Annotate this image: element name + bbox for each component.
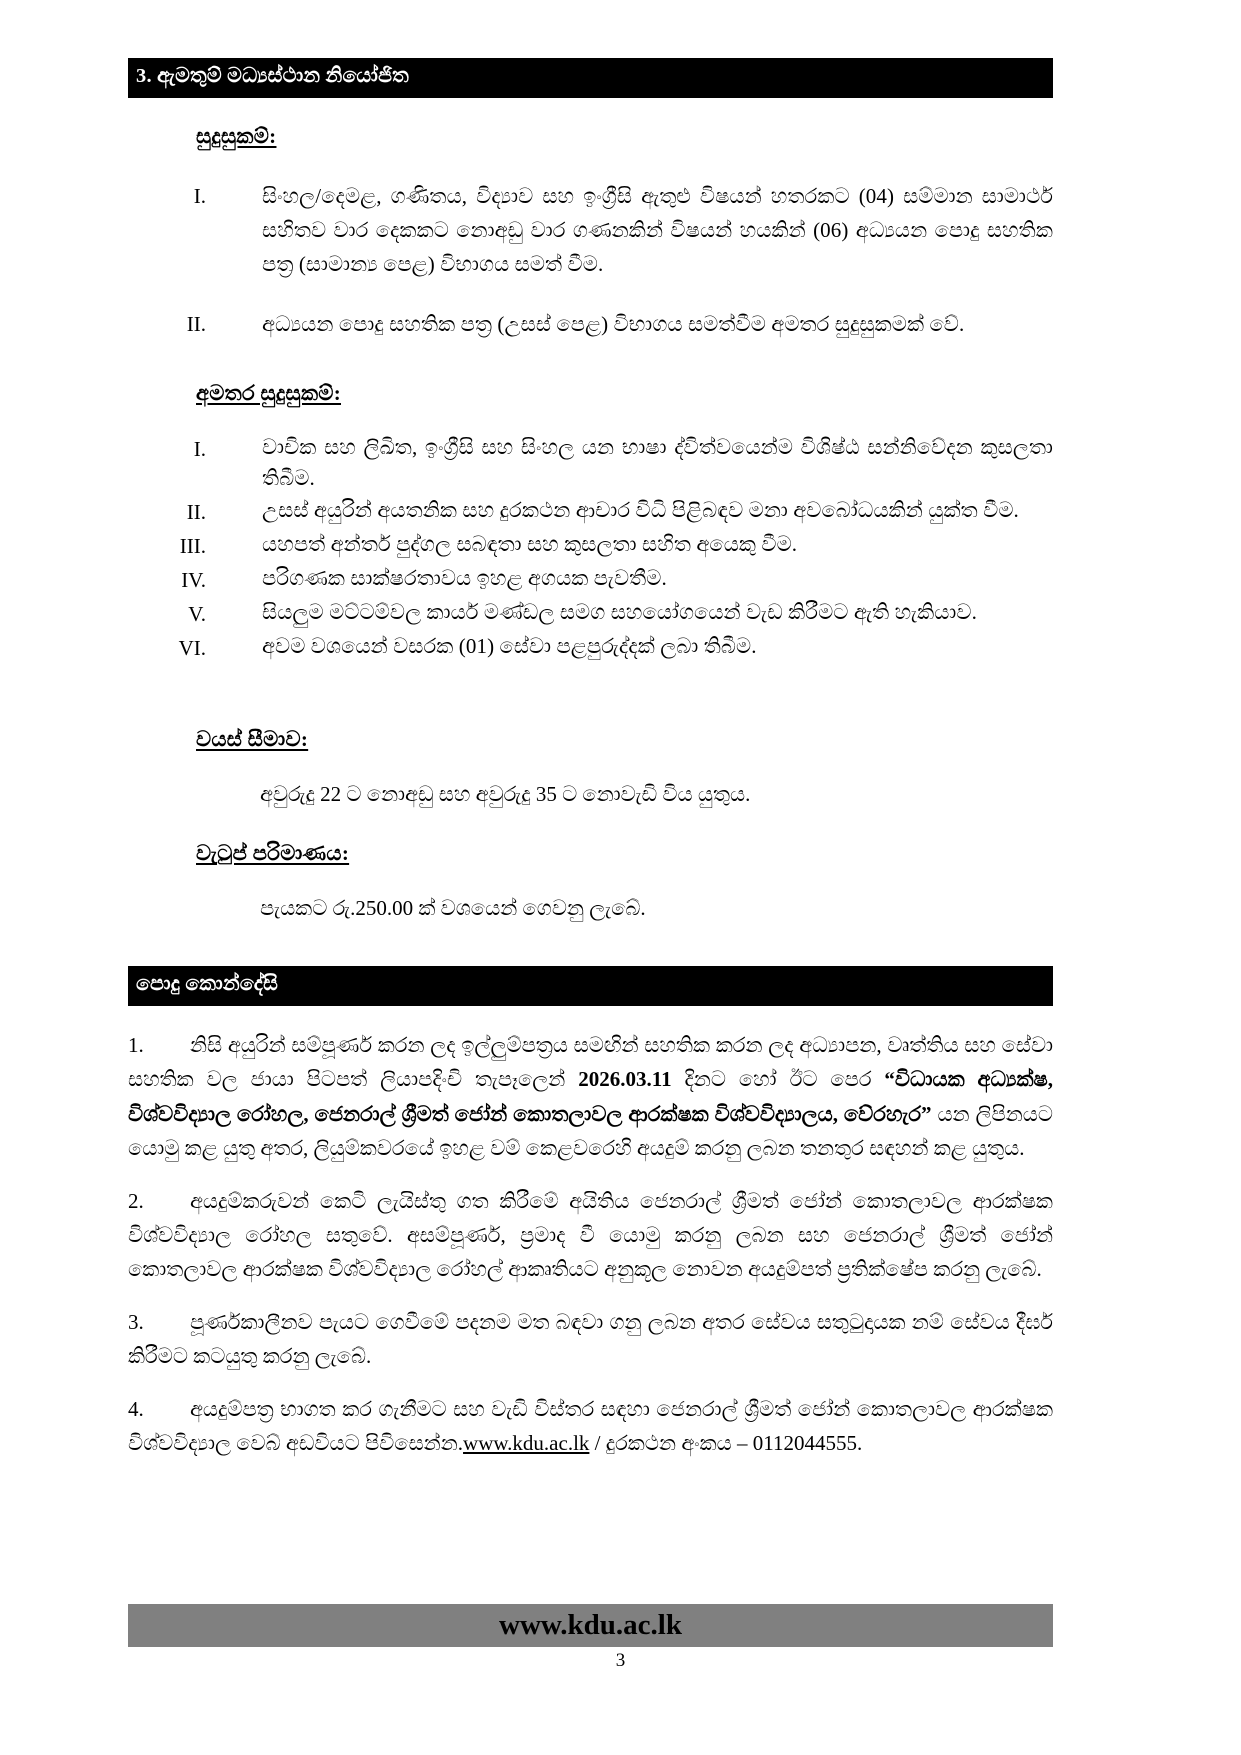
qualifications-heading: සුදුසුකම්: bbox=[196, 123, 277, 148]
condition-text bbox=[128, 1397, 1053, 1455]
qualifications-list bbox=[128, 179, 1053, 281]
condition-text bbox=[128, 1310, 1053, 1368]
body-text: යන ලිපිනයට යොමු කළ යුතු අතර, ලියුම්කවරයේ ඉහළ වම් කෙළවරෙහි අයදුම් කරනු ලබන තනතුර සඳහන් කළ යුතුය. bbox=[128, 1101, 1054, 1161]
body-text: දිනට හෝ ඊට පෙර bbox=[671, 1067, 885, 1092]
spacer bbox=[128, 1374, 1053, 1392]
list-numeral: IV. bbox=[181, 567, 206, 592]
spacer bbox=[128, 341, 1053, 381]
condition-paragraph-1 bbox=[128, 1028, 1053, 1166]
list-item bbox=[128, 179, 1053, 281]
spacer bbox=[128, 281, 1053, 307]
body-text: නිසි අයුරින් සම්පූර්ණ කරන ලද ඉල්ලුම්පත්‍රය සමඟින් සහතික කරන ලද අධ්‍යාපන, වෘත්තිය සහ සේවා සහතික වල ජායා පිටපත් ලියාපදිංචි තැපෑලෙන් bbox=[128, 1032, 1053, 1092]
list-text: උසස් අයුරින් අයතනික සහ දුරකථන ආචාර විධි පිළිබඳව මනා අවබෝධයකින් යුක්ත වීම. bbox=[262, 497, 1019, 522]
list-numeral: VI. bbox=[178, 635, 206, 660]
list-numeral: II. bbox=[186, 311, 206, 336]
list-numeral: II. bbox=[186, 499, 206, 524]
condition-paragraph-3 bbox=[128, 1305, 1053, 1374]
list-text: සිංහල/දෙමළ, ගණිතය, විද්‍යාව සහ ඉංග්‍රීසි ඇතුළු විෂයන් හතරකට (04) සම්මාන සාමාර්ථ සහිතව වාර දෙකකට නොඅඩු වාර ගණනකින් විෂයන් හයකින් (06) අධ්‍යයන පොදු සහතික පත්‍ර (සාමාන්‍ය පෙළ) විභාගය සමත් වීම. bbox=[262, 183, 1053, 276]
spacer bbox=[128, 98, 1053, 124]
list-item bbox=[128, 307, 1053, 341]
body-text: අයදුම්පත්‍ර භාගත කර ගැනීමට සහ වැඩි විස්තර සඳහා ජෙනරාල් ශ්‍රීමත් ජෝන් කොතලාවල ආරක්ෂක විශ්වවිද්‍යාල වෙබ් අඩවියට පිවිසෙන්න. bbox=[128, 1396, 1053, 1456]
footer-website-url[interactable]: www.kdu.ac.lk bbox=[499, 1609, 682, 1641]
spacer bbox=[128, 866, 1053, 892]
page-number: 3 bbox=[615, 1650, 626, 1671]
list-item bbox=[128, 563, 1053, 597]
age-limit-heading: වයස් සීමාව: bbox=[196, 726, 309, 751]
condition-number: 1. bbox=[128, 1032, 144, 1057]
spacer bbox=[128, 1006, 1053, 1028]
spacer bbox=[128, 665, 1053, 705]
body-text: / දුරකථන අංකය – 0112044555. bbox=[589, 1431, 863, 1456]
list-text: වාචික සහ ලිඛිත, ඉංග්‍රීසි සහ සිංහල යන භාෂා ද්විත්වයෙන්ම විශිෂ්ඨ සන්නිවේදන කුසලතා තිබීම. bbox=[262, 434, 1053, 491]
emphasised-text: 2026.03.11 bbox=[578, 1067, 672, 1092]
list-item bbox=[128, 495, 1053, 529]
list-text: පරිගණක සාක්ෂරතාවය ඉහළ අගයක පැවතීම. bbox=[262, 565, 667, 590]
condition-number: 2. bbox=[128, 1188, 144, 1213]
qualifications-list-2 bbox=[128, 307, 1053, 341]
list-numeral: I. bbox=[193, 183, 206, 208]
condition-text bbox=[128, 1189, 1053, 1282]
section-banner-general-conditions: පොදු කොන්දේසි bbox=[128, 966, 1053, 1006]
body-text: අයදුම්කරුවන් කෙටි ලැයිස්තු ගත කිරීමේ අයිතිය ජෙනරාල් ශ්‍රීමත් ජෝන් කොතලාවල ආරක්ෂක විශ්වවිද්‍යාල රෝහල සතුවේ. අසම්පූර්ණ, ප්‍රමාද වී යොමු කරනු ලබන සහ ජෙනරාල් ශ්‍රීමත් ජෝන් කොතලාවල ආරක්ෂක විශ්වවිද්‍යාල රෝහල් ආකෘතියට අනුකූල නොවන අයදුම්පත් ප්‍රතික්ෂේප කරනු ලැබේ. bbox=[128, 1188, 1053, 1282]
list-item bbox=[128, 432, 1053, 495]
list-text: අවම වශයෙන් වසරක (01) සේවා පළපුරුද්දක් ලබා තිබීම. bbox=[262, 633, 757, 658]
list-item bbox=[128, 529, 1053, 563]
condition-number: 3. bbox=[128, 1309, 144, 1334]
emphasised-text: “විධායක අධ්‍යක්ෂ, විශ්වවිද්‍යාල රෝහල, ජෙනරාල් ශ්‍රීමත් ජෝන් කොතලාවල ආරක්ෂක විශ්වවිද්‍යාලය, වේරහැර” bbox=[128, 1067, 1053, 1126]
age-limit-text: අවුරුදු 22 ට නොඅඩු සහ අවුරුදු 35 ට නොවැඩි විය යුතුය. bbox=[260, 781, 751, 806]
spacer bbox=[128, 1166, 1053, 1184]
section-banner-call-centre-agent: 3. ඇමතුම් මධ්‍යස්ථාන නියෝජිත bbox=[128, 58, 1053, 98]
list-numeral: V. bbox=[188, 601, 206, 626]
list-item bbox=[128, 597, 1053, 631]
spacer bbox=[128, 406, 1053, 432]
extra-qualifications-list bbox=[128, 432, 1053, 665]
condition-number: 4. bbox=[128, 1396, 144, 1421]
salary-scale-heading: වැටුප් පරිමාණය: bbox=[196, 841, 350, 866]
spacer bbox=[128, 149, 1053, 179]
spacer bbox=[128, 811, 1053, 841]
salary-scale-text: පැයකට රු.250.00 ක් වශයෙන් ගෙවනු ලැබේ. bbox=[260, 896, 646, 921]
list-text: අධ්‍යයන පොදු සහතික පත්‍ර (උසස් පෙළ) විභාගය සමත්වීම අමතර සුදුසුකමක් වේ. bbox=[262, 311, 965, 336]
spacer bbox=[128, 752, 1053, 778]
spacer bbox=[128, 705, 1053, 727]
page-content bbox=[128, 58, 1053, 1461]
list-numeral: III. bbox=[179, 533, 206, 558]
website-link[interactable]: www.kdu.ac.lk bbox=[463, 1431, 590, 1456]
list-item bbox=[128, 631, 1053, 665]
list-numeral: I. bbox=[193, 436, 206, 461]
spacer bbox=[128, 926, 1053, 966]
list-text: සියලුම මට්ටම්වල කාර්ය මණ්ඩල සමග සහයෝගයෙන් වැඩ කිරීමට ඇති හැකියාව. bbox=[262, 599, 977, 624]
list-text: යහපත් අන්තර් පුද්ගල සබඳතා සහ කුසලතා සහිත අයෙකු වීම. bbox=[262, 531, 798, 556]
condition-paragraph-2 bbox=[128, 1184, 1053, 1287]
spacer bbox=[128, 1287, 1053, 1305]
body-text: පූර්ණකාලීනව පැයට ගෙවීමේ පදනම මත බඳවා ගනු ලබන අතර සේවය සතුටුදායක නම් සේවය දීර්ඝ කිරීමට කටයුතු කරනු ලැබේ. bbox=[128, 1309, 1053, 1369]
condition-paragraph-4 bbox=[128, 1392, 1053, 1461]
extra-qualifications-heading: අමතර සුදුසුකම්: bbox=[196, 380, 341, 405]
condition-text bbox=[128, 1033, 1053, 1160]
